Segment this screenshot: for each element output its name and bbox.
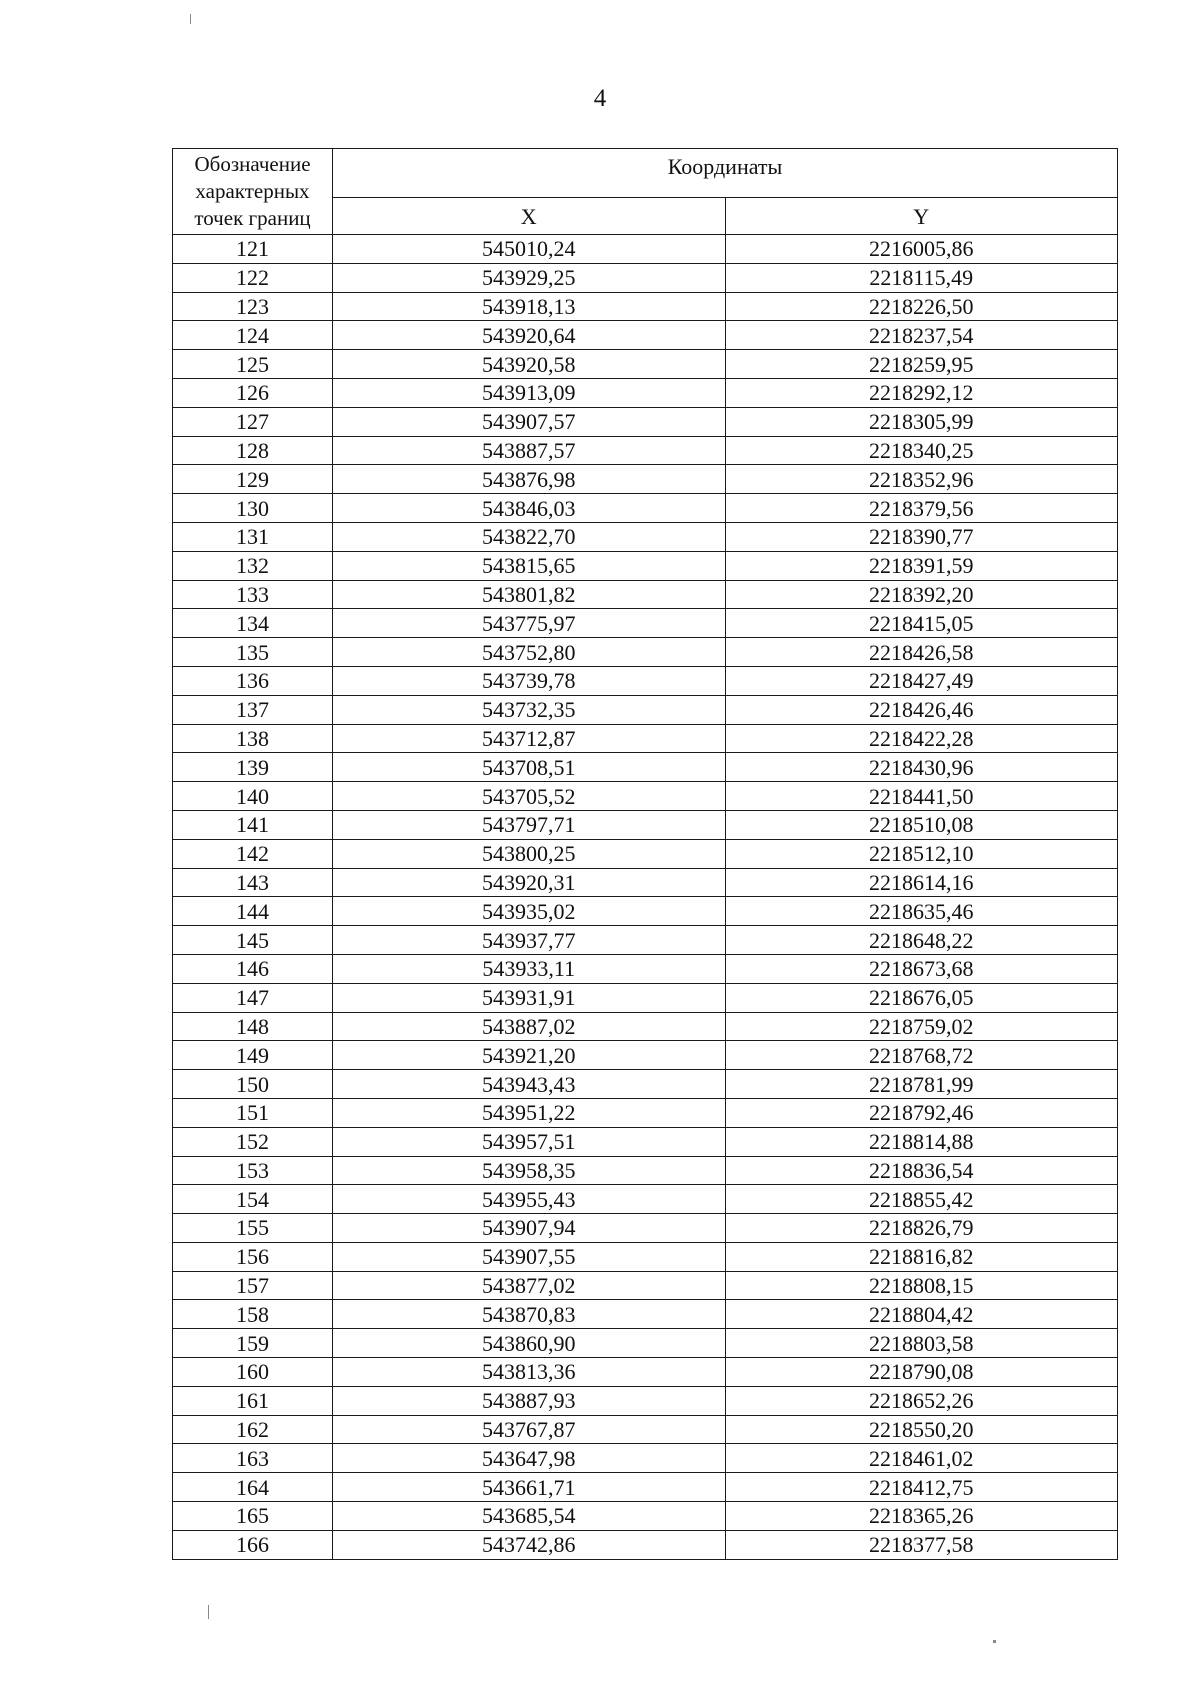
table-row [173,465,1118,494]
y-coordinate-cell: 2218412,75 [725,1473,1118,1502]
x-coordinate-cell: 543913,09 [333,378,726,407]
point-cell: 126 [173,378,333,407]
table-row [173,1502,1118,1531]
point-cell: 146 [173,954,333,983]
y-coordinate-cell: 2218652,26 [725,1386,1118,1415]
y-coordinate-cell: 2218427,49 [725,666,1118,695]
point-cell: 158 [173,1300,333,1329]
point-cell: 130 [173,494,333,523]
y-coordinate-cell: 2218237,54 [725,321,1118,350]
x-coordinate-cell: 543661,71 [333,1473,726,1502]
y-coordinate-cell: 2218292,12 [725,378,1118,407]
y-coordinate-cell: 2218340,25 [725,436,1118,465]
x-coordinate-cell: 543937,77 [333,926,726,955]
point-cell: 161 [173,1386,333,1415]
point-designation-header: Обозначение характерных точек границ [173,149,333,235]
table-row [173,1300,1118,1329]
y-coordinate-cell: 2218792,46 [725,1098,1118,1127]
y-coordinate-cell: 2218365,26 [725,1502,1118,1531]
x-coordinate-cell: 543870,83 [333,1300,726,1329]
coordinates-table [172,148,1118,1560]
y-coordinate-cell: 2218808,15 [725,1271,1118,1300]
x-coordinate-cell: 543887,02 [333,1012,726,1041]
table-row [173,1473,1118,1502]
x-coordinate-cell: 543712,87 [333,724,726,753]
x-coordinate-cell: 543739,78 [333,666,726,695]
y-coordinate-cell: 2218790,08 [725,1358,1118,1387]
x-coordinate-cell: 543705,52 [333,782,726,811]
table-row [173,494,1118,523]
x-coordinate-cell: 543920,58 [333,350,726,379]
point-cell: 147 [173,983,333,1012]
x-coordinate-cell: 543920,31 [333,868,726,897]
x-coordinate-cell: 543767,87 [333,1415,726,1444]
point-cell: 154 [173,1185,333,1214]
table-row [173,1358,1118,1387]
table-row [173,551,1118,580]
table-row [173,782,1118,811]
point-cell: 159 [173,1329,333,1358]
y-coordinate-cell: 2218804,42 [725,1300,1118,1329]
point-cell: 137 [173,695,333,724]
table-row [173,407,1118,436]
table-row [173,1070,1118,1099]
x-coordinate-cell: 543931,91 [333,983,726,1012]
y-coordinate-cell: 2218377,58 [725,1530,1118,1559]
point-cell: 164 [173,1473,333,1502]
point-cell: 150 [173,1070,333,1099]
table-row [173,1185,1118,1214]
y-coordinate-cell: 2218226,50 [725,292,1118,321]
y-coordinate-cell: 2218461,02 [725,1444,1118,1473]
y-coordinate-cell: 2218426,46 [725,695,1118,724]
table-row [173,1444,1118,1473]
point-cell: 125 [173,350,333,379]
y-coordinate-cell: 2218115,49 [725,263,1118,292]
point-cell: 121 [173,235,333,264]
x-coordinate-cell: 543647,98 [333,1444,726,1473]
x-coordinate-cell: 543685,54 [333,1502,726,1531]
table-row [173,666,1118,695]
y-coordinate-cell: 2218781,99 [725,1070,1118,1099]
table-row [173,1098,1118,1127]
point-cell: 128 [173,436,333,465]
y-coordinate-cell: 2218415,05 [725,609,1118,638]
y-coordinate-cell: 2216005,86 [725,235,1118,264]
point-cell: 153 [173,1156,333,1185]
y-coordinate-cell: 2218510,08 [725,810,1118,839]
point-cell: 135 [173,638,333,667]
y-coordinate-cell: 2218550,20 [725,1415,1118,1444]
x-coordinate-cell: 543951,22 [333,1098,726,1127]
x-coordinate-cell: 543958,35 [333,1156,726,1185]
table-row [173,1386,1118,1415]
y-coordinate-cell: 2218814,88 [725,1127,1118,1156]
y-coordinate-cell: 2218426,58 [725,638,1118,667]
point-cell: 122 [173,263,333,292]
x-coordinate-cell: 543935,02 [333,897,726,926]
table-row [173,897,1118,926]
point-cell: 141 [173,810,333,839]
point-cell: 143 [173,868,333,897]
point-cell: 148 [173,1012,333,1041]
x-coordinate-cell: 543800,25 [333,839,726,868]
y-coordinate-cell: 2218259,95 [725,350,1118,379]
x-coordinate-cell: 543846,03 [333,494,726,523]
x-coordinate-cell: 543813,36 [333,1358,726,1387]
y-coordinate-cell: 2218430,96 [725,753,1118,782]
table-row [173,926,1118,955]
coordinates-header: Координаты [333,149,1118,198]
point-cell: 145 [173,926,333,955]
point-cell: 123 [173,292,333,321]
y-coordinate-cell: 2218635,46 [725,897,1118,926]
y-coordinate-cell: 2218768,72 [725,1041,1118,1070]
x-coordinate-cell: 543929,25 [333,263,726,292]
x-coordinate-cell: 543887,93 [333,1386,726,1415]
point-cell: 127 [173,407,333,436]
point-cell: 144 [173,897,333,926]
table-row [173,1415,1118,1444]
point-cell: 132 [173,551,333,580]
point-cell: 157 [173,1271,333,1300]
x-coordinate-cell: 543907,94 [333,1214,726,1243]
x-coordinate-cell: 543933,11 [333,954,726,983]
point-cell: 140 [173,782,333,811]
x-coordinate-cell: 543708,51 [333,753,726,782]
table-row [173,638,1118,667]
x-coordinate-cell: 543775,97 [333,609,726,638]
table-row [173,1242,1118,1271]
point-cell: 131 [173,522,333,551]
point-cell: 139 [173,753,333,782]
scan-mark [208,1605,209,1619]
x-coordinate-cell: 545010,24 [333,235,726,264]
table-row [173,263,1118,292]
y-coordinate-cell: 2218855,42 [725,1185,1118,1214]
point-cell: 165 [173,1502,333,1531]
point-cell: 152 [173,1127,333,1156]
table-row [173,954,1118,983]
y-coordinate-cell: 2218836,54 [725,1156,1118,1185]
table-row [173,350,1118,379]
x-coordinate-cell: 543921,20 [333,1041,726,1070]
point-cell: 138 [173,724,333,753]
y-coordinate-cell: 2218614,16 [725,868,1118,897]
y-coordinate-cell: 2218648,22 [725,926,1118,955]
point-cell: 124 [173,321,333,350]
x-coordinate-cell: 543918,13 [333,292,726,321]
x-coordinate-cell: 543732,35 [333,695,726,724]
point-cell: 136 [173,666,333,695]
x-coordinate-cell: 543797,71 [333,810,726,839]
scan-mark [993,1640,996,1643]
point-cell: 155 [173,1214,333,1243]
x-coordinate-cell: 543752,80 [333,638,726,667]
table-row [173,1530,1118,1559]
point-cell: 133 [173,580,333,609]
point-cell: 160 [173,1358,333,1387]
table-row [173,839,1118,868]
x-coordinate-cell: 543955,43 [333,1185,726,1214]
table-row [173,1329,1118,1358]
table-row [173,868,1118,897]
table-row [173,378,1118,407]
x-coordinate-cell: 543907,55 [333,1242,726,1271]
table-row [173,436,1118,465]
x-coordinate-cell: 543920,64 [333,321,726,350]
x-coordinate-cell: 543887,57 [333,436,726,465]
y-coordinate-cell: 2218759,02 [725,1012,1118,1041]
table-row [173,1156,1118,1185]
table-row [173,1271,1118,1300]
x-coordinate-cell: 543907,57 [333,407,726,436]
table-body [173,235,1118,1560]
x-coordinate-cell: 543957,51 [333,1127,726,1156]
y-coordinate-cell: 2218673,68 [725,954,1118,983]
x-coordinate-cell: 543943,43 [333,1070,726,1099]
table-row [173,292,1118,321]
table-row [173,609,1118,638]
table-row [173,983,1118,1012]
x-column-header: X [333,198,726,235]
table-row [173,1127,1118,1156]
x-coordinate-cell: 543877,02 [333,1271,726,1300]
y-coordinate-cell: 2218803,58 [725,1329,1118,1358]
y-column-header: Y [725,198,1118,235]
y-coordinate-cell: 2218422,28 [725,724,1118,753]
point-cell: 151 [173,1098,333,1127]
y-coordinate-cell: 2218391,59 [725,551,1118,580]
scan-mark [190,14,191,24]
point-cell: 166 [173,1530,333,1559]
x-coordinate-cell: 543860,90 [333,1329,726,1358]
table-row [173,235,1118,264]
y-coordinate-cell: 2218826,79 [725,1214,1118,1243]
y-coordinate-cell: 2218441,50 [725,782,1118,811]
table-row [173,753,1118,782]
y-coordinate-cell: 2218512,10 [725,839,1118,868]
table-row [173,1041,1118,1070]
y-coordinate-cell: 2218676,05 [725,983,1118,1012]
table-row [173,522,1118,551]
y-coordinate-cell: 2218352,96 [725,465,1118,494]
page-number: 4 [593,85,607,112]
x-coordinate-cell: 543801,82 [333,580,726,609]
table-row [173,1214,1118,1243]
table-row [173,810,1118,839]
point-cell: 142 [173,839,333,868]
x-coordinate-cell: 543822,70 [333,522,726,551]
y-coordinate-cell: 2218305,99 [725,407,1118,436]
y-coordinate-cell: 2218392,20 [725,580,1118,609]
x-coordinate-cell: 543876,98 [333,465,726,494]
point-cell: 149 [173,1041,333,1070]
y-coordinate-cell: 2218816,82 [725,1242,1118,1271]
y-coordinate-cell: 2218379,56 [725,494,1118,523]
x-coordinate-cell: 543742,86 [333,1530,726,1559]
point-cell: 134 [173,609,333,638]
y-coordinate-cell: 2218390,77 [725,522,1118,551]
point-cell: 163 [173,1444,333,1473]
point-cell: 162 [173,1415,333,1444]
table-row [173,695,1118,724]
x-coordinate-cell: 543815,65 [333,551,726,580]
table-row [173,1012,1118,1041]
point-cell: 156 [173,1242,333,1271]
table-row [173,321,1118,350]
table-row [173,580,1118,609]
table-row [173,724,1118,753]
point-cell: 129 [173,465,333,494]
